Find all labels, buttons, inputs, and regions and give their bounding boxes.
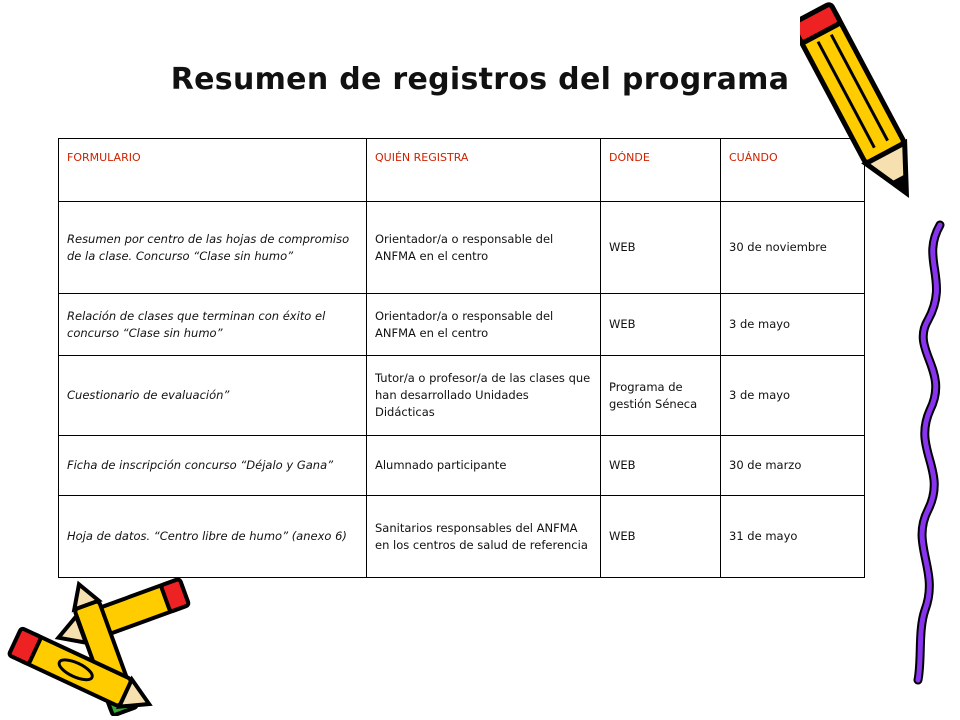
cell-where: WEB [601, 202, 721, 294]
table-row [59, 496, 865, 578]
header-cuando: CUÁNDO [721, 139, 865, 202]
crossed-pencils-icon [0, 578, 200, 716]
cell-where: WEB [601, 496, 721, 578]
table-row [59, 356, 865, 436]
cell-form: Cuestionario de evaluación” [59, 356, 367, 436]
header-quien-registra: QUIÉN REGISTRA [367, 139, 601, 202]
cell-form: Ficha de inscripción concurso “Déjalo y Gana” [59, 436, 367, 496]
cell-where: WEB [601, 436, 721, 496]
cell-where: Programa de gestión Séneca [601, 356, 721, 436]
records-table [58, 138, 865, 578]
header-formulario: FORMULARIO [59, 139, 367, 202]
cell-where: WEB [601, 294, 721, 356]
cell-when: 30 de noviembre [721, 202, 865, 294]
cell-who: Alumnado participante [367, 436, 601, 496]
cell-who: Orientador/a o responsable del ANFMA en el centro [367, 294, 601, 356]
slide-title: Resumen de registros del programa [170, 62, 790, 97]
table-row [59, 294, 865, 356]
cell-form: Relación de clases que terminan con éxito el concurso “Clase sin humo” [59, 294, 367, 356]
cell-when: 30 de marzo [721, 436, 865, 496]
pencil-with-squiggle-icon [800, 0, 960, 690]
cell-form: Resumen por centro de las hojas de compromiso de la clase. Concurso “Clase sin humo” [59, 202, 367, 294]
cell-form: Hoja de datos. “Centro libre de humo” (anexo 6) [59, 496, 367, 578]
cell-when: 3 de mayo [721, 356, 865, 436]
cell-who: Tutor/a o profesor/a de las clases que han desarrollado Unidades Didácticas [367, 356, 601, 436]
cell-when: 3 de mayo [721, 294, 865, 356]
header-donde: DÓNDE [601, 139, 721, 202]
cell-who: Sanitarios responsables del ANFMA en los centros de salud de referencia [367, 496, 601, 578]
table-row [59, 436, 865, 496]
cell-who: Orientador/a o responsable del ANFMA en el centro [367, 202, 601, 294]
table-header-row [59, 139, 865, 202]
cell-when: 31 de mayo [721, 496, 865, 578]
table-row [59, 202, 865, 294]
